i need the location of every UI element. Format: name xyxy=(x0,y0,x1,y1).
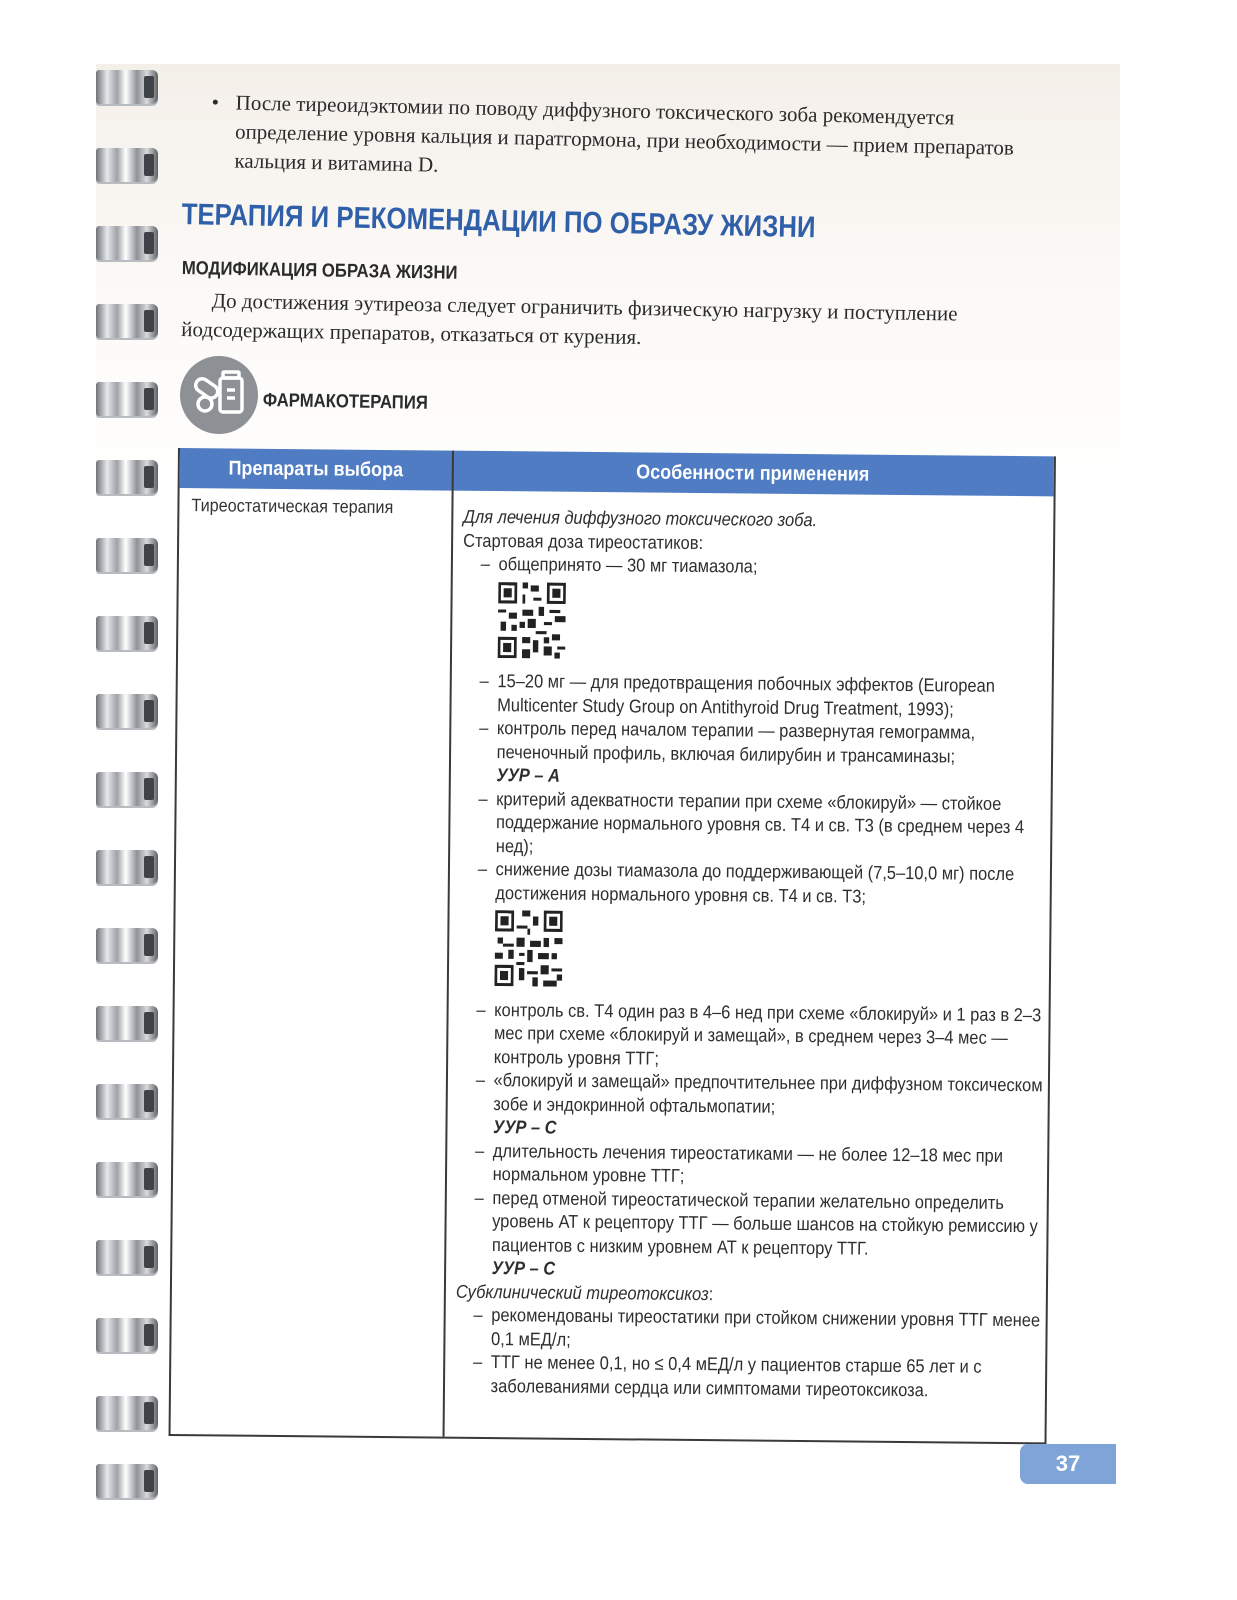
list-item-text: общепринято — 30 мг тиамазола; xyxy=(498,553,758,577)
binding-ring xyxy=(96,928,158,962)
list-item-text: длительность лечения тиреостатиками — не более 12–18 мес при нормальном уровне ТТГ; xyxy=(492,1139,1004,1186)
binding-ring xyxy=(96,70,158,104)
list-item-text: «блокируй и замещай» предпочтительнее при диффузном токсическом зобе и эндокринной офтальмопатии; xyxy=(493,1069,1043,1117)
binding-ring xyxy=(96,616,158,650)
list-item-text: критерий адекватности терапии при схеме «блокируй» — стойкое поддержание нормального уровня св. Т4 и св. Т3 (в среднем через 4 нед); xyxy=(495,787,1025,856)
intro-bullet xyxy=(212,88,1054,193)
table-header xyxy=(180,448,1054,496)
binding-ring xyxy=(96,304,158,338)
list-dash: – xyxy=(479,716,489,738)
list-item xyxy=(461,669,1049,722)
subclinical-title: Субклинический тиреотоксикоз xyxy=(455,1280,709,1304)
intro-line: Для лечения диффузного токсического зоба. xyxy=(463,505,818,531)
list-dash: – xyxy=(474,1139,485,1161)
drug-cell: Тиреостатическая терапия xyxy=(191,495,394,518)
binding-ring xyxy=(96,694,158,728)
list-item-text: контроль св. Т4 один раз в 4–6 нед при схеме «блокируй» и 1 раз в 2–3 мес при схеме «блокируй и замещай», в среднем через 3–4 мес — контроль уровня ТТГ; xyxy=(493,998,1042,1069)
qr-code-icon[interactable] xyxy=(494,910,562,987)
list-item-text: контроль перед началом терапии — развернутая гемограмма, печеночный профиль, включая билирубин и трансаминазы; xyxy=(496,717,976,766)
list-dash: – xyxy=(479,669,489,691)
list-dash: – xyxy=(480,552,490,574)
list-item-text: снижение дозы тиамазола до поддерживающей (7,5–10,0 мг) после достижения нормального уровня св. Т4 и св. Т3; xyxy=(495,858,1015,907)
list-item xyxy=(463,552,1051,581)
binding-ring xyxy=(96,772,158,806)
evidence-level: УУР – С xyxy=(491,1257,556,1279)
therapy-table xyxy=(169,448,1056,1444)
list-dash: – xyxy=(477,857,488,879)
binding-ring xyxy=(96,850,158,884)
binding-ring xyxy=(96,148,158,182)
list-item xyxy=(460,857,1048,910)
binding-ring xyxy=(96,1084,158,1118)
binding-ring xyxy=(96,226,158,260)
section-title: ТЕРАПИЯ И РЕКОМЕНДАЦИИ ПО ОБРАЗУ ЖИЗНИ xyxy=(181,198,816,245)
list-item-text: 15–20 мг — для предотвращения побочных эффектов (European Multicenter Study Group on Antithyroid Drug Treatment, 1993); xyxy=(497,670,996,719)
pills-icon xyxy=(180,356,258,434)
subclinical-colon: : xyxy=(708,1282,714,1304)
header-drugs: Препараты выбора xyxy=(228,456,404,481)
binding-ring xyxy=(96,1318,158,1352)
lifestyle-paragraph: До достижения эутиреоза следует ограничить физическую нагрузку и поступление йодсодержащих препаратов, отказаться от курения. xyxy=(181,288,958,350)
subsection-title: МОДИФИКАЦИЯ ОБРАЗА ЖИЗНИ xyxy=(181,258,458,284)
list-dash: – xyxy=(472,1350,483,1372)
binding-ring xyxy=(96,1396,158,1430)
list-item xyxy=(461,716,1049,769)
binding-ring xyxy=(96,1464,158,1498)
start-dose-line: Стартовая доза тиреостатиков: xyxy=(463,529,704,553)
list-dash: – xyxy=(473,1303,483,1325)
binding-ring xyxy=(96,1240,158,1274)
page-number: 37 xyxy=(1020,1444,1116,1484)
list-item xyxy=(456,1185,1044,1261)
features-cell xyxy=(455,505,1051,1403)
spiral-binding xyxy=(96,64,162,1504)
list-item-text: рекомендованы тиреостатики при стойком снижении уровня ТТГ менее 0,1 мЕД/л; xyxy=(490,1304,1041,1350)
list-dash: – xyxy=(474,1186,484,1208)
list-dash: – xyxy=(478,787,488,809)
binding-ring xyxy=(96,382,158,416)
list-dash: – xyxy=(476,998,486,1020)
evidence-level: УУР – А xyxy=(496,764,561,786)
list-item xyxy=(460,786,1048,862)
bullet-marker: • xyxy=(211,89,220,115)
list-item-text: ТТГ не менее 0,1, но ≤ 0,4 мЕД/л у пациентов старше 65 лет и с заболеваниями сердца или симптомами тиреотоксикоза. xyxy=(490,1351,982,1400)
list-item-text: перед отменой тиреостатической терапии желательно определить уровень АТ к рецептору ТТГ — больше шансов на стойкую ремиссию у пациентов с низким уровнем АТ к рецептору ТТГ. xyxy=(491,1186,1038,1259)
header-features: Особенности применения xyxy=(636,460,870,486)
qr-code-icon[interactable] xyxy=(498,582,566,659)
binding-ring xyxy=(96,1162,158,1196)
list-item xyxy=(455,1303,1043,1356)
column-divider xyxy=(443,451,454,1437)
list-item xyxy=(458,1068,1046,1121)
pharmacotherapy-label: ФАРМАКОТЕРАПИЯ xyxy=(262,390,429,414)
list-item xyxy=(455,1350,1043,1403)
list-dash: – xyxy=(475,1068,486,1090)
binding-ring xyxy=(96,1006,158,1040)
evidence-level: УУР – С xyxy=(493,1116,557,1138)
binding-ring xyxy=(96,538,158,572)
binding-ring xyxy=(96,460,158,494)
list-item xyxy=(457,1138,1045,1191)
list-item xyxy=(458,997,1046,1073)
intro-bullet-text: После тиреоидэктомии по поводу диффузного токсического зоба рекомендуется определение уровня кальция и паратгормона, при необходимости — прием препаратов кальция и витамина D. xyxy=(234,90,1015,177)
